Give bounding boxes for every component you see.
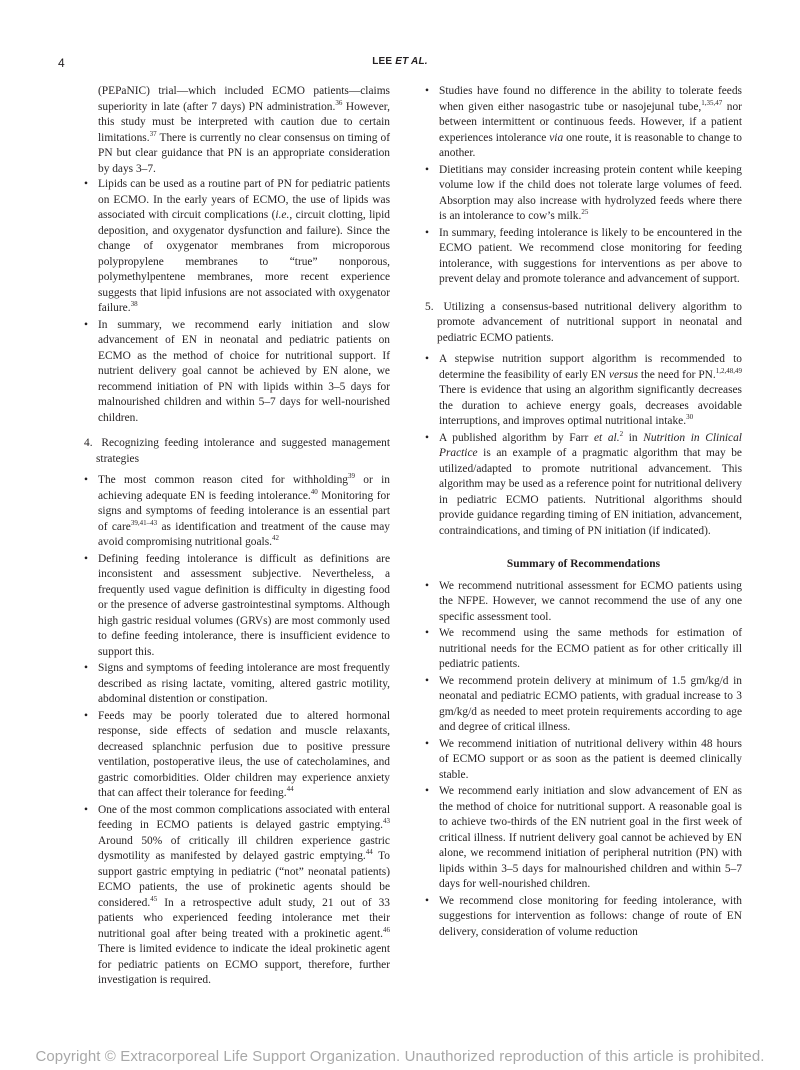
- right-column: [425, 84, 742, 941]
- list-item: • In summary, feeding intolerance is likely to be encountered in the ECMO patient. We recommend close monitoring for feeding intolerance, with suggestions for interventions as per above to prevent delay and promote tolerance and advancement of support.: [425, 226, 742, 288]
- list-item: • One of the most common complications associated with enteral feeding in ECMO patients is delayed gastric emptying.$^{43}$ Around 50% of critically ill children experience gastric dysmotility as manifested by delayed gastric emptying.$^{44}$ To support gastric emptying in pediatric (“not” neonatal patients) ECMO patients, the use of prokinetic agents should be considered.$^{45}$ In a retrospective adult study, 21 out of 33 patients who experienced feeding intolerance met their nutritional goal after being treated with a prokinetic agent.$^{46}$ There is limited evidence to indicate the ideal prokinetic agent for pediatric patients on ECMO support, therefore, further investigation is required.: [84, 803, 390, 989]
- list-item: • We recommend early initiation and slow advancement of EN as the method of choice for nutritional support. A reasonable goal is to achieve two-thirds of the EN nutrient goal in the first week of critical illness. If nutrient delivery goal cannot be achieved by EN alone, we recommend initiation of peripheral nutrition (PN) with lipids within 3–5 days for malnourished children and within 5–7 days for well-nourished children.: [425, 784, 742, 893]
- section-heading-4: 4. Recognizing feeding intolerance and suggested management strategies: [84, 437, 390, 465]
- bullet-list: [84, 177, 390, 426]
- list-item: • We recommend close monitoring for feeding intolerance, with suggestions for intervention as follows: change of route of EN delivery, consideration of volume reduction: [425, 894, 742, 941]
- bullet-list: [84, 473, 390, 989]
- continued-paragraph: (PEPaNIC) trial—which included ECMO patients—claims superiority in late (after 7 days) PN administration.$^{36}$ However, this study must be interpreted with caution due to certain limitations.$^{37}$ There is currently no clear consensus on timing of PN but clear guidance that PN is an appropriate consideration by days 3–7.: [98, 85, 390, 175]
- list-item: • Dietitians may consider increasing protein content while keeping volume low if the child does not tolerate large volumes of feed. Absorption may also increase with hydrolyzed feeds where there is an intolerance to cow’s milk.$^{25}$: [425, 163, 742, 225]
- section-heading-5: 5. Utilizing a consensus-based nutritional delivery algorithm to promote advancement of nutritional support in neonatal and pediatric ECMO patients.: [425, 300, 742, 344]
- list-item: • The most common reason cited for withholding$^{39}$ or in achieving adequate EN is feeding intolerance.$^{40}$ Monitoring for signs and symptoms of feeding intolerance is an essential part of care$^{39,41-43}$ as identification and treatment of the cause may avoid compromising nutritional goals.$^{42}$: [84, 473, 390, 551]
- list-item: • Feeds may be poorly tolerated due to altered hormonal response, side effects of sedation and muscle relaxants, decreased splanchnic perfusion due to positive pressure ventilation, postoperative ileus, the use of catecholamines, and gastric comorbidities. Older children may experience anxiety that can affect their tolerance for feeding.$^{44}$: [84, 709, 390, 802]
- list-item: • A stepwise nutrition support algorithm is recommended to determine the feasibility of early EN versus the need for PN.$^{1,2,48,49}$ There is evidence that using an algorithm significantly decreases the duration to achieve energy goals, decreases avoidable interruptions, and improves optimal nutritional intake.$^{30}$: [425, 352, 742, 430]
- summary-list: [425, 579, 742, 941]
- page-number: 4: [58, 56, 65, 70]
- list-item: • We recommend initiation of nutritional delivery within 48 hours of ECMO support or as soon as the patient is deemed clinically stable.: [425, 737, 742, 784]
- list-item: • Defining feeding intolerance is difficult as definitions are inconsistent and assessment subjective. Nevertheless, a frequently used vague definition is difficulty in digesting food or the presence of adverse gastrointestinal symptoms. Although high gastric residual volumes (GRVs) are most commonly used to define feeding intolerance, there is insufficient evidence to support this.: [84, 552, 390, 661]
- list-item: • Studies have found no difference in the ability to tolerate feeds when given either nasogastric tube or nasojejunal tube,$^{1,35,47}$ nor between intermittent or continuous feeds. However, if a patient experiences intolerance via one route, it is reasonable to change to another.: [425, 84, 742, 162]
- list-item: • Lipids can be used as a routine part of PN for pediatric patients on ECMO. In the early years of ECMO, the use of lipids was associated with circuit complications (i.e., circuit clotting, lipid deposition, and oxygenator dysfunction and failure). Since the change of oxygenator membranes from microporous polypropylene membranes to “true” nonporous, polymethylpentene membranes, more recent experience suggests that lipid infusions are not associated with oxygenator failure.$^{38}$: [84, 177, 390, 317]
- running-head: LEE ET AL.: [372, 56, 428, 67]
- list-item: • We recommend nutritional assessment for ECMO patients using the NFPE. However, we cannot recommend the use of any one specific assessment tool.: [425, 579, 742, 626]
- list-item: • Signs and symptoms of feeding intolerance are most frequently described as rising lactate, vomiting, altered gastric motility, abdominal distention or constipation.: [84, 661, 390, 708]
- bullet-list: [425, 352, 742, 539]
- list-item: • We recommend using the same methods for estimation of nutritional needs for the ECMO patient as for other critically ill pediatric patients.: [425, 626, 742, 673]
- left-column: [84, 84, 390, 990]
- bullet-list: [425, 84, 742, 288]
- list-item: • In summary, we recommend early initiation and slow advancement of EN in neonatal and pediatric patients on ECMO as the method of choice for nutritional support. If nutrient delivery goal cannot be achieved by EN alone, we recommend initiation of PN with lipids within 3–5 days for malnourished children and within 5–7 days for well-nourished children.: [84, 318, 390, 427]
- list-item: • A published algorithm by Farr et al.$^2$ in Nutrition in Clinical Practice is an example of a pragmatic algorithm that may be utilized/adapted to promote nutritional advancement. This algorithm may be used as a reference point for nutritional delivery in pediatric ECMO patients. Nutritional algorithms should provide guidance regarding timing of EN initiation, advancement, contraindications, and timing of PN initiation (if indicated).: [425, 431, 742, 540]
- list-item: • We recommend protein delivery at minimum of 1.5 gm/kg/d in neonatal and pediatric ECMO patients, with gradual increase to 3 gm/kg/d as needed to meet protein requirements according to age and degree of critical illness.: [425, 674, 742, 736]
- summary-heading: Summary of Recommendations: [506, 558, 661, 570]
- copyright-notice: Copyright © Extracorporeal Life Support Organization. Unauthorized reproduction of this article is prohibited.: [35, 1048, 765, 1065]
